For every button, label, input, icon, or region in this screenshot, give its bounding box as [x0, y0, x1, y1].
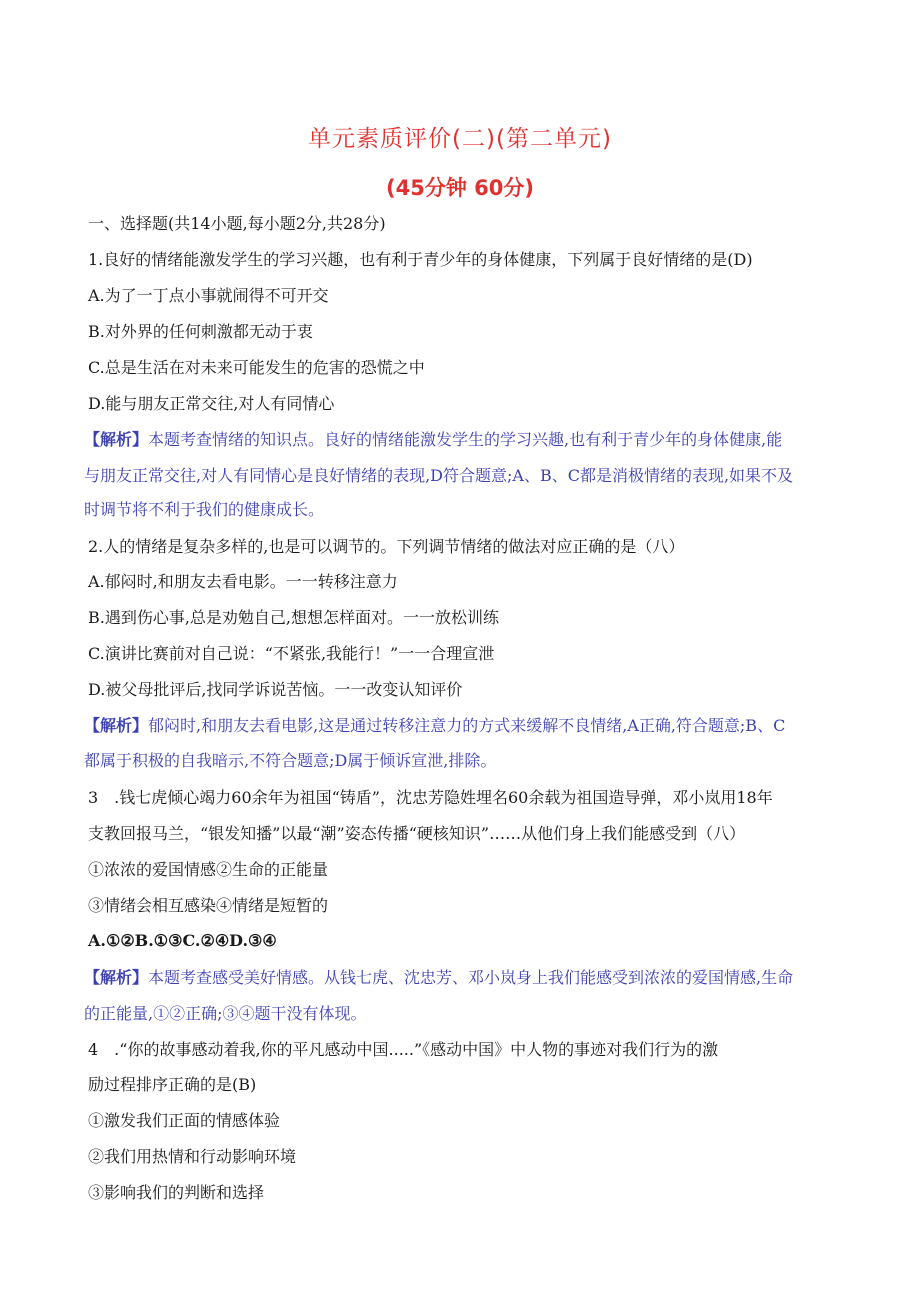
q1-explanation-line-3: 时调节将不利于我们的健康成长。 [84, 500, 325, 519]
q4-item-2: ②我们用热情和行动影响环境 [88, 1147, 297, 1166]
q2-explanation-line-1 [84, 715, 844, 737]
explanation-tag: 【解析】 [84, 716, 149, 735]
page-subtitle: (45分钟 60分) [386, 176, 534, 200]
q1-stem: 1.良好的情绪能激发学生的学习兴趣，也有利于青少年的身体健康，下列属于良好情绪的是(D) [88, 250, 753, 269]
q4-item-1: ①激发我们正面的情感体验 [88, 1111, 281, 1130]
q1-option-c: C.总是生活在对未来可能发生的危害的恐慌之中 [88, 358, 425, 377]
q3-explanation-line-2: 的正能量,①②正确;③④题干没有体现。 [84, 1004, 367, 1023]
q2-option-d: D.被父母批评后,找同学诉说苦恼。一一改变认知评价 [88, 680, 463, 699]
q3-explanation-line-1 [84, 967, 844, 989]
q3-stem-line-2: 支教回报马兰，“银发知播”以最“潮”姿态传播“硬核知识”……从他们身上我们能感受到（八） [88, 824, 746, 843]
q1-option-a: A.为了一丁点小事就闹得不可开交 [88, 286, 329, 305]
q3-item-1: ①浓浓的爱国情感②生命的正能量 [88, 860, 329, 879]
q2-explanation-line-2: 都属于积极的自我暗示,不符合题意;D属于倾诉宣泄,排除。 [84, 751, 497, 770]
q4-stem-line-1: 4 .“你的故事感动着我,你的平凡感动中国.....”《感动中国》中人物的事迹对我们行为的激 [88, 1040, 719, 1059]
explanation-tag: 【解析】 [84, 430, 149, 449]
q4-item-3: ③影响我们的判断和选择 [88, 1183, 265, 1202]
q1-explanation-line-1 [84, 429, 844, 451]
q1-option-b: B.对外界的任何刺激都无动于衷 [88, 322, 313, 341]
q1-explanation-line-2: 与朋友正常交往,对人有同情心是良好情绪的表现,D符合题意;A、B、C都是消极情绪的表现,如果不及 [84, 466, 794, 485]
q2-explanation-text: 郁闷时,和朋友去看电影,这是通过转移注意力的方式来缓解不良情绪,A正确,符合题意;B、C [148, 716, 786, 735]
q1-option-d: D.能与朋友正常交往,对人有同情心 [88, 394, 335, 413]
q2-option-c: C.演讲比赛前对自己说：“不紧张,我能行！”一一合理宣泄 [88, 644, 495, 663]
q1-explanation-text: 本题考查情绪的知识点。良好的情绪能激发学生的学习兴趣,也有利于青少年的身体健康,能 [148, 430, 783, 449]
q3-stem-line-1: 3 .钱七虎倾心竭力60余年为祖国“铸盾”，沈忠芳隐姓埋名60余载为祖国造导弹，邓小岚用18年 [88, 788, 773, 807]
q3-options: A.①②B.①③C.②④D.③④ [88, 931, 277, 950]
page-title: 单元素质评价(二)(第二单元) [308, 126, 612, 152]
q2-option-b: B.遇到伤心事,总是劝勉自己,想想怎样面对。一一放松训练 [88, 608, 500, 627]
q3-explanation-text: 本题考查感受美好情感。从钱七虎、沈忠芳、邓小岚身上我们能感受到浓浓的爱国情感,生命 [148, 968, 794, 987]
q3-item-2: ③情绪会相互感染④情绪是短暂的 [88, 896, 329, 915]
q2-stem: 2.人的情绪是复杂多样的,也是可以调节的。下列调节情绪的做法对应正确的是（八） [88, 537, 685, 556]
q2-option-a: A.郁闷时,和朋友去看电影。一一转移注意力 [88, 572, 398, 591]
q4-stem-line-2: 励过程排序正确的是(B) [88, 1075, 257, 1094]
explanation-tag: 【解析】 [84, 968, 149, 987]
section-heading: 一、选择题(共14小题,每小题2分,共28分) [88, 214, 386, 233]
